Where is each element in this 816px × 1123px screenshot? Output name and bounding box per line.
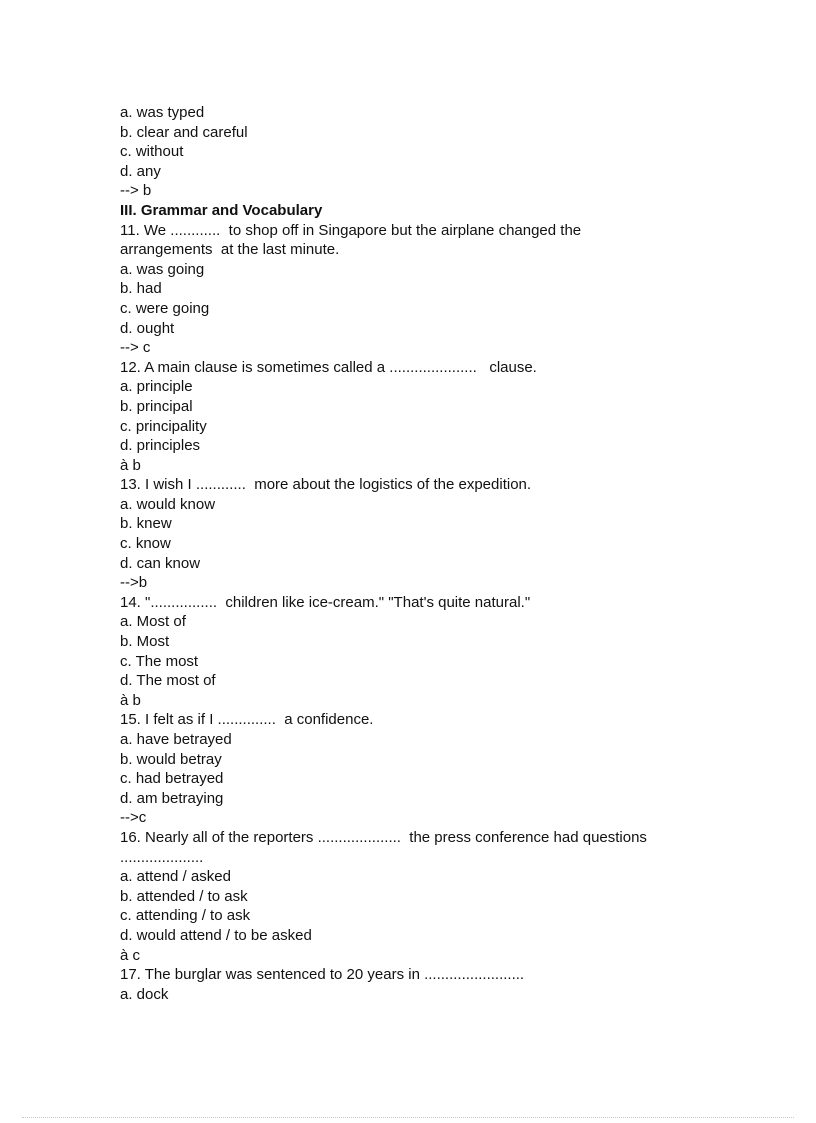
option-line: b. clear and careful bbox=[120, 123, 248, 141]
question-line: .................... bbox=[120, 848, 204, 866]
option-line: c. had betrayed bbox=[120, 770, 224, 788]
option-line: a. dock bbox=[120, 985, 169, 1003]
option-line: d. The most of bbox=[120, 672, 216, 690]
document-page bbox=[120, 103, 720, 1004]
answer-line: à b bbox=[120, 691, 141, 709]
option-line: a. Most of bbox=[120, 613, 186, 631]
option-line: d. can know bbox=[120, 554, 201, 572]
option-line: b. had bbox=[120, 280, 162, 298]
answer-line: -->c bbox=[120, 809, 147, 827]
question-line: 15. I felt as if I .............. a confidence. bbox=[120, 711, 374, 729]
question-line: arrangements at the last minute. bbox=[120, 241, 340, 259]
question-line: 14. "................ children like ice-cream." "That's quite natural." bbox=[120, 593, 531, 611]
option-line: b. would betray bbox=[120, 750, 222, 768]
option-line: b. attended / to ask bbox=[120, 887, 248, 905]
answer-line: -->b bbox=[120, 574, 148, 592]
option-line: c. know bbox=[120, 535, 171, 553]
option-line: c. principality bbox=[120, 417, 207, 435]
option-line: a. principle bbox=[120, 378, 193, 396]
option-line: c. attending / to ask bbox=[120, 907, 251, 925]
section-heading: III. Grammar and Vocabulary bbox=[120, 201, 323, 219]
option-line: c. The most bbox=[120, 652, 199, 670]
option-line: a. was going bbox=[120, 260, 205, 278]
option-line: d. would attend / to be asked bbox=[120, 926, 312, 944]
question-line: 17. The burglar was sentenced to 20 years in ........................ bbox=[120, 966, 525, 984]
option-line: c. without bbox=[120, 143, 184, 161]
page-bottom-divider bbox=[22, 1117, 794, 1118]
answer-line: à c bbox=[120, 946, 141, 964]
question-line: 12. A main clause is sometimes called a ..................... clause. bbox=[120, 358, 537, 376]
option-line: a. was typed bbox=[120, 104, 205, 121]
answer-line: à b bbox=[120, 456, 141, 474]
question-line: 13. I wish I ............ more about the logistics of the expedition. bbox=[120, 476, 532, 494]
option-line: c. were going bbox=[120, 299, 210, 317]
option-line: d. am betraying bbox=[120, 789, 224, 807]
option-line: b. knew bbox=[120, 515, 172, 533]
option-line: a. attend / asked bbox=[120, 868, 231, 886]
option-line: a. have betrayed bbox=[120, 731, 232, 748]
answer-line: --> b bbox=[120, 182, 152, 200]
option-line: d. principles bbox=[120, 437, 201, 455]
option-line: b. principal bbox=[120, 397, 193, 415]
option-line: d. ought bbox=[120, 319, 175, 337]
option-line: a. would know bbox=[120, 495, 216, 513]
option-line: b. Most bbox=[120, 633, 170, 651]
question-line: 16. Nearly all of the reporters .................... the press conference had questions bbox=[120, 828, 647, 846]
answer-line: --> c bbox=[120, 339, 151, 357]
option-line: d. any bbox=[120, 162, 161, 180]
question-line: 11. We ............ to shop off in Singapore but the airplane changed the bbox=[120, 221, 582, 239]
